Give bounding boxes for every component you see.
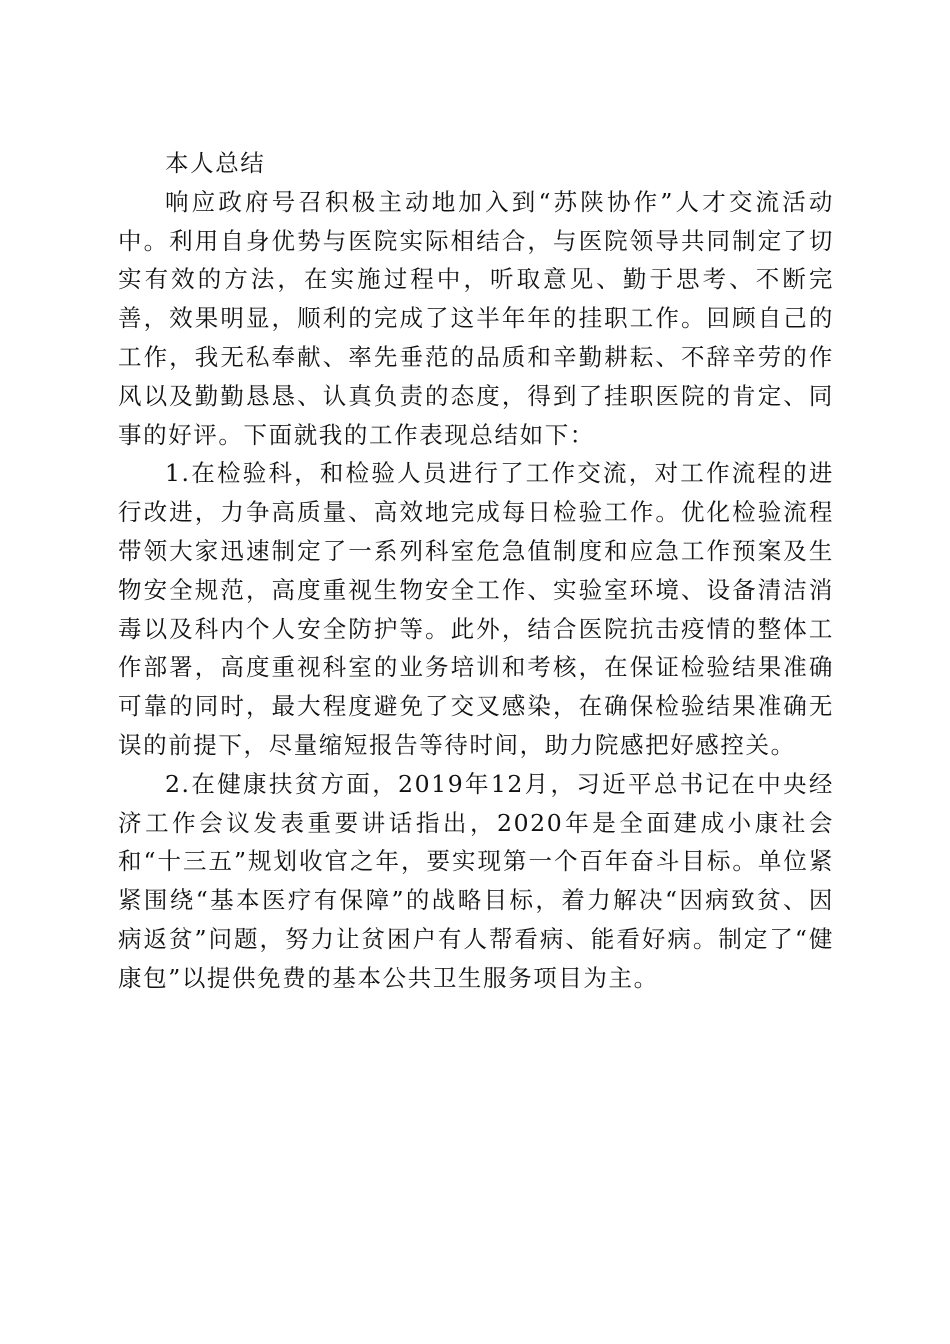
paragraph-lab-section: 1.在检验科，和检验人员进行了工作交流，对工作流程的进行改进，力争高质量、高效地完成每日检验工作。优化检验流程带领大家迅速制定了一系列科室危急值制度和应急工作预案及生物安全规范，高度重视生物安全工作、实验室环境、设备清洁消毒以及科内个人安全防护等。此外，结合医院抗击疫情的整体工作部署，高度重视科室的业务培训和考核，在保证检验结果准确可靠的同时，最大程度避免了交叉感染，在确保检验结果准确无误的前提下，尽量缩短报告等待时间，助力院感把好感控关。 — [118, 459, 834, 759]
document-body — [118, 144, 834, 998]
paragraph-intro: 响应政府号召积极主动地加入到“苏陕协作”人才交流活动中。利用自身优势与医院实际相结合，与医院领导共同制定了切实有效的方法，在实施过程中，听取意见、勤于思考、不断完善，效果明显，顺利的完成了这半年年的挂职工作。回顾自己的工作，我无私奉献、率先垂范的品质和辛勤耕耘、不辞辛劳的作风以及勤勤恳恳、认真负责的态度，得到了挂职医院的肯定、同事的好评。下面就我的工作表现总结如下： — [118, 187, 834, 449]
document-title: 本人总结 — [165, 149, 266, 177]
paragraph-health-poverty-section: 2.在健康扶贫方面，2019年12月，习近平总书记在中央经济工作会议发表重要讲话指出，2020年是全面建成小康社会和“十三五”规划收官之年，要实现第一个百年奋斗目标。单位紧紧围绕“基本医疗有保障”的战略目标，着力解决“因病致贫、因病返贫”问题，努力让贫困户有人帮看病、能看好病。制定了“健康包”以提供免费的基本公共卫生服务项目为主。 — [118, 769, 834, 992]
